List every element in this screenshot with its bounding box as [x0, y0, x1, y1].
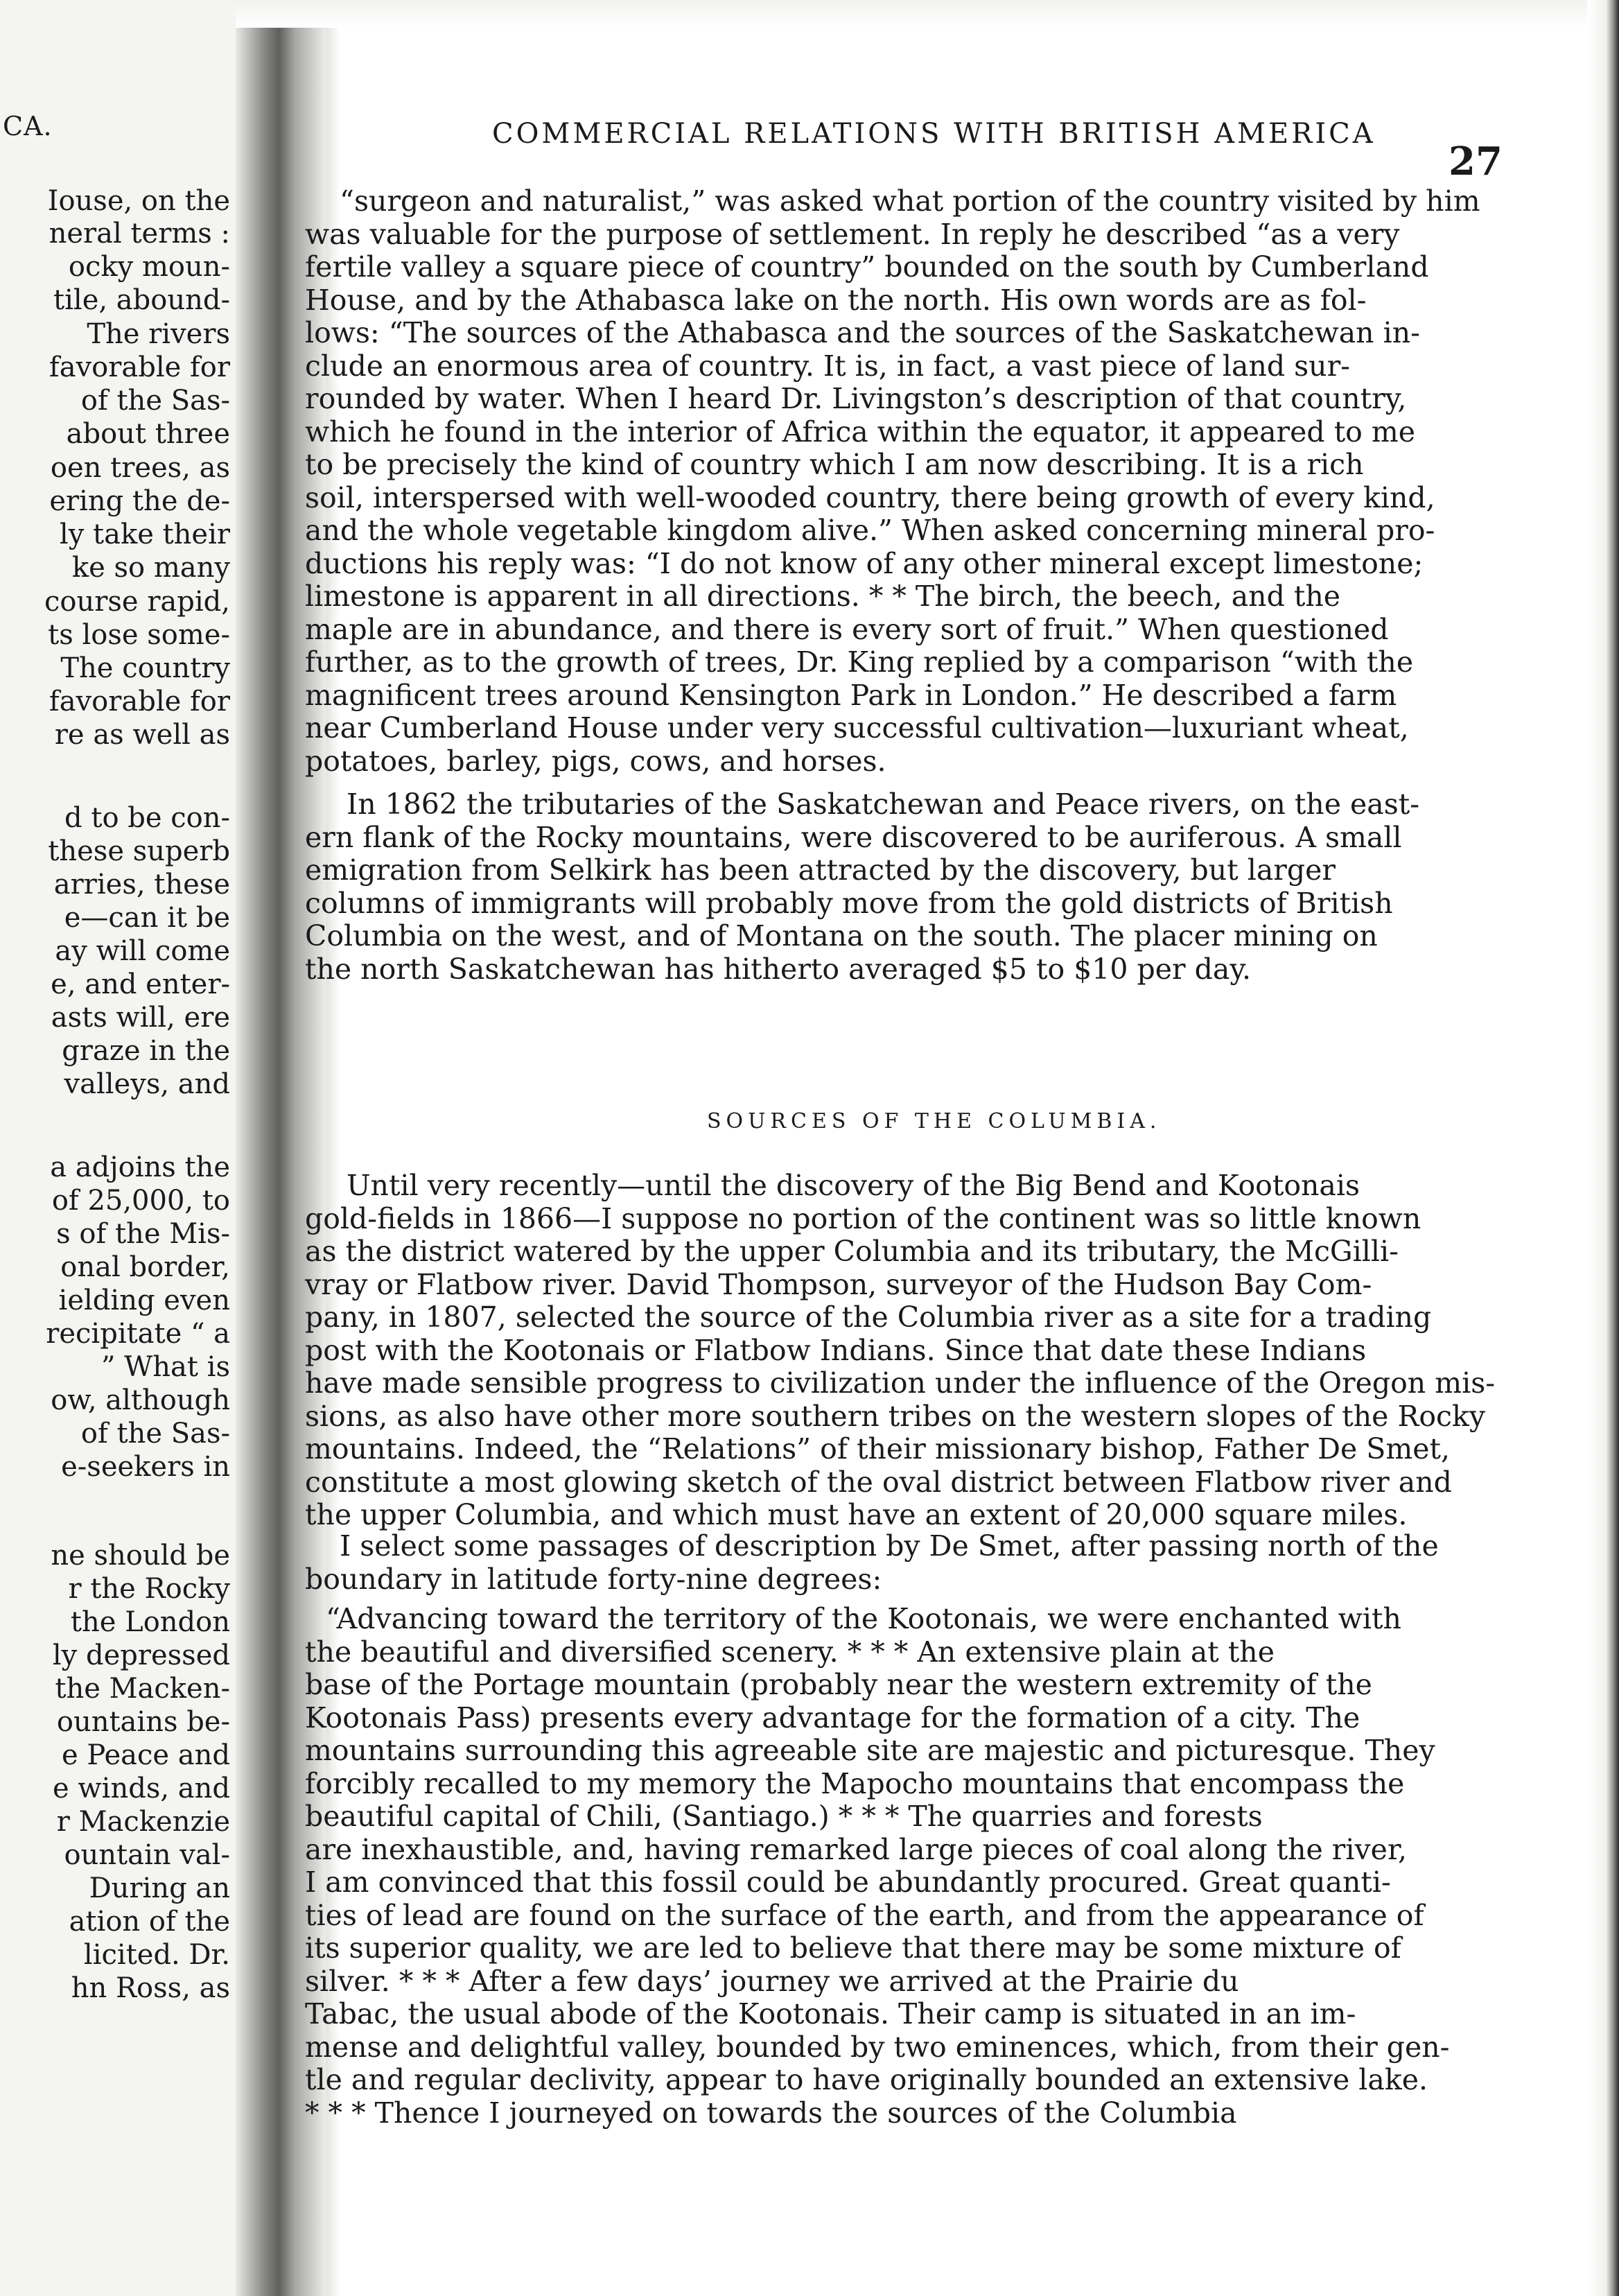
- left-page-header-fragment: CA.: [3, 111, 53, 141]
- left-page-line: a adjoins the: [50, 1151, 230, 1183]
- left-page-line: asts will, ere: [51, 1002, 230, 1034]
- left-page-line: hn Ross, as: [71, 1972, 230, 2004]
- left-page-line: ne should be: [51, 1540, 230, 1572]
- left-page-line: ly depressed: [52, 1640, 230, 1671]
- text-line: magnificent trees around Kensington Park in London.” He described a farm: [305, 678, 1397, 712]
- text-line: boundary in latitude forty-nine degrees:: [305, 1562, 882, 1596]
- text-line: gold-fields in 1866—I suppose no portion of the continent was so little known: [305, 1201, 1421, 1235]
- text-line: which he found in the interior of Africa within the equator, it appeared to me: [305, 415, 1416, 449]
- left-page-line: oen trees, as: [50, 452, 230, 484]
- left-page-line: ts lose some-: [48, 619, 230, 651]
- left-page-line: licited. Dr.: [83, 1939, 230, 1971]
- text-line: clude an enormous area of country. It is, in fact, a vast piece of land sur-: [305, 349, 1351, 383]
- text-line: as the district watered by the upper Columbia and its tributary, the McGilli-: [305, 1235, 1399, 1268]
- text-line: forcibly recalled to my memory the Mapocho mountains that encompass the: [305, 1766, 1405, 1800]
- text-line: House, and by the Athabasca lake on the north. His own words are as fol-: [305, 283, 1367, 317]
- text-line: In 1862 the tributaries of the Saskatchewan and Peace rivers, on the east-: [347, 788, 1420, 821]
- text-line: I am convinced that this fossil could be abundantly procured. Great quanti-: [305, 1866, 1391, 1899]
- section-heading: SOURCES OF THE COLUMBIA.: [707, 1109, 1162, 1133]
- text-line: mountains surrounding this agreeable site are majestic and picturesque. They: [305, 1734, 1435, 1767]
- text-line: base of the Portage mountain (probably near the western extremity of the: [305, 1668, 1372, 1701]
- text-line: sions, as also have other more southern tribes on the western slopes of the Rocky: [305, 1399, 1485, 1433]
- left-page-line: arries, these: [53, 869, 230, 901]
- text-line: “surgeon and naturalist,” was asked what portion of the country visited by him: [340, 184, 1480, 218]
- left-page-line: r the Rocky: [68, 1573, 230, 1605]
- left-page-line: favorable for: [49, 686, 230, 718]
- left-page-line: ering the de-: [49, 485, 230, 517]
- text-line: ductions his reply was: “I do not know of any other mineral except limestone;: [305, 546, 1424, 580]
- left-page-line: ation of the: [69, 1906, 230, 1938]
- text-line: the upper Columbia, and which must have an extent of 20,000 square miles.: [305, 1498, 1408, 1531]
- text-line: emigration from Selkirk has been attracted by the discovery, but larger: [305, 853, 1336, 887]
- left-page-line: e Peace and: [61, 1739, 230, 1771]
- text-line: mense and delightful valley, bounded by two eminences, which, from their gen-: [305, 2030, 1450, 2064]
- left-page-line: onal border,: [60, 1251, 230, 1283]
- text-line: I select some passages of description by De Smet, after passing north of the: [340, 1529, 1439, 1563]
- running-head: COMMERCIAL RELATIONS WITH BRITISH AMERICA: [492, 118, 1376, 150]
- text-line: pany, in 1807, selected the source of the Columbia river as a site for a trading: [305, 1301, 1432, 1334]
- left-page-line: ielding even: [58, 1285, 230, 1316]
- page-number: 27: [1449, 139, 1503, 184]
- left-page-line: favorable for: [49, 351, 230, 383]
- left-page-line: of 25,000, to: [51, 1185, 230, 1217]
- left-page-line: The rivers: [87, 318, 230, 350]
- left-page-line: r Mackenzie: [56, 1806, 230, 1838]
- page-top-edge: [236, 0, 1619, 28]
- text-line: fertile valley a square piece of country” bounded on the south by Cumberland: [305, 250, 1429, 284]
- text-line: further, as to the growth of trees, Dr. King replied by a comparison “with the: [305, 645, 1414, 679]
- left-page-line: re as well as: [54, 719, 230, 751]
- text-line: near Cumberland House under very successful cultivation—luxuriant wheat,: [305, 711, 1409, 745]
- text-line: Tabac, the usual abode of the Kootonais. Their camp is situated in an im-: [305, 1997, 1356, 2030]
- left-page-line: Iouse, on the: [47, 185, 230, 217]
- text-line: and the whole vegetable kingdom alive.” When asked concerning mineral pro-: [305, 514, 1435, 547]
- left-page-line: e-seekers in: [61, 1451, 230, 1483]
- left-page-line: ocky moun-: [68, 251, 230, 283]
- text-line: silver. * * * After a few days’ journey we arrived at the Prairie du: [305, 1964, 1239, 1998]
- text-line: to be precisely the kind of country which I am now describing. It is a rich: [305, 448, 1364, 481]
- text-line: columns of immigrants will probably move from the gold districts of British: [305, 886, 1393, 920]
- left-page-line: ay will come: [55, 935, 230, 967]
- text-line: soil, interspersed with well-wooded country, there being growth of every kind,: [305, 480, 1435, 514]
- text-line: the beautiful and diversified scenery. * * * An extensive plain at the: [305, 1635, 1275, 1669]
- left-page-line: s of the Mis-: [56, 1218, 230, 1250]
- left-page-line: The country: [60, 652, 230, 684]
- left-page-line: e, and enter-: [51, 968, 230, 1000]
- left-facing-page: [0, 0, 236, 2296]
- text-line: the north Saskatchewan has hitherto averaged $5 to $10 per day.: [305, 952, 1252, 986]
- text-line: * * * Thence I journeyed on towards the sources of the Columbia: [305, 2096, 1237, 2130]
- left-page-line: these superb: [48, 835, 230, 867]
- left-page-line: graze in the: [62, 1035, 230, 1067]
- left-page-line: about three: [66, 418, 230, 450]
- left-page-line: ke so many: [71, 552, 230, 584]
- left-page-line: ountain val-: [64, 1839, 230, 1871]
- left-page-line: ” What is: [101, 1351, 230, 1383]
- text-line: Columbia on the west, and of Montana on the south. The placer mining on: [305, 919, 1378, 953]
- text-line: beautiful capital of Chili, (Santiago.) * * * The quarries and forests: [305, 1800, 1263, 1833]
- left-page-line: e winds, and: [53, 1773, 230, 1804]
- text-line: post with the Kootonais or Flatbow Indians. Since that date these Indians: [305, 1333, 1367, 1367]
- text-line: have made sensible progress to civilization under the influence of the Oregon mis-: [305, 1366, 1496, 1400]
- left-page-line: e—can it be: [64, 902, 230, 934]
- text-line: potatoes, barley, pigs, cows, and horses.: [305, 744, 886, 778]
- text-line: Until very recently—until the discovery of the Big Bend and Kootonais: [347, 1169, 1360, 1202]
- text-line: limestone is apparent in all directions. * * The birch, the beech, and the: [305, 580, 1340, 613]
- text-line: “Advancing toward the territory of the Kootonais, we were enchanted with: [326, 1602, 1401, 1635]
- text-line: was valuable for the purpose of settlement. In reply he described “as a very: [305, 217, 1400, 251]
- text-line: Kootonais Pass) presents every advantage for the formation of a city. The: [305, 1701, 1360, 1734]
- left-page-line: d to be con-: [64, 802, 230, 834]
- left-page-line: recipitate “ a: [46, 1318, 230, 1350]
- left-page-line: ountains be-: [56, 1706, 230, 1738]
- text-line: rounded by water. When I heard Dr. Livingston’s description of that country,: [305, 382, 1407, 415]
- text-line: tle and regular declivity, appear to have originally bounded an extensive lake.: [305, 2063, 1428, 2096]
- left-page-line: the London: [70, 1606, 230, 1638]
- left-page-line: ly take their: [59, 519, 230, 550]
- text-line: maple are in abundance, and there is every sort of fruit.” When questioned: [305, 612, 1389, 646]
- left-page-line: the Macken-: [55, 1673, 230, 1705]
- left-page-line: valleys, and: [64, 1068, 230, 1100]
- text-line: lows: “The sources of the Athabasca and the sources of the Saskatchewan in-: [305, 316, 1420, 349]
- text-line: mountains. Indeed, the “Relations” of their missionary bishop, Father De Smet,: [305, 1432, 1451, 1466]
- left-page-line: of the Sas-: [80, 1418, 230, 1450]
- text-line: ern flank of the Rocky mountains, were discovered to be auriferous. A small: [305, 820, 1402, 854]
- left-page-line: neral terms :: [49, 218, 230, 250]
- text-line: are inexhaustible, and, having remarked large pieces of coal along the river,: [305, 1832, 1408, 1866]
- left-page-line: course rapid,: [44, 586, 230, 618]
- left-page-line: ow, although: [51, 1384, 230, 1416]
- text-line: ties of lead are found on the surface of the earth, and from the appearance of: [305, 1898, 1424, 1932]
- text-line: vray or Flatbow river. David Thompson, surveyor of the Hudson Bay Com-: [305, 1267, 1372, 1301]
- text-line: its superior quality, we are led to believe that there may be some mixture of: [305, 1931, 1401, 1965]
- text-line: constitute a most glowing sketch of the oval district between Flatbow river and: [305, 1465, 1452, 1499]
- page-right-edge: [1587, 0, 1619, 2296]
- left-page-line: of the Sas-: [80, 385, 230, 417]
- left-page-line: tile, abound-: [53, 284, 230, 316]
- left-page-line: During an: [89, 1872, 230, 1904]
